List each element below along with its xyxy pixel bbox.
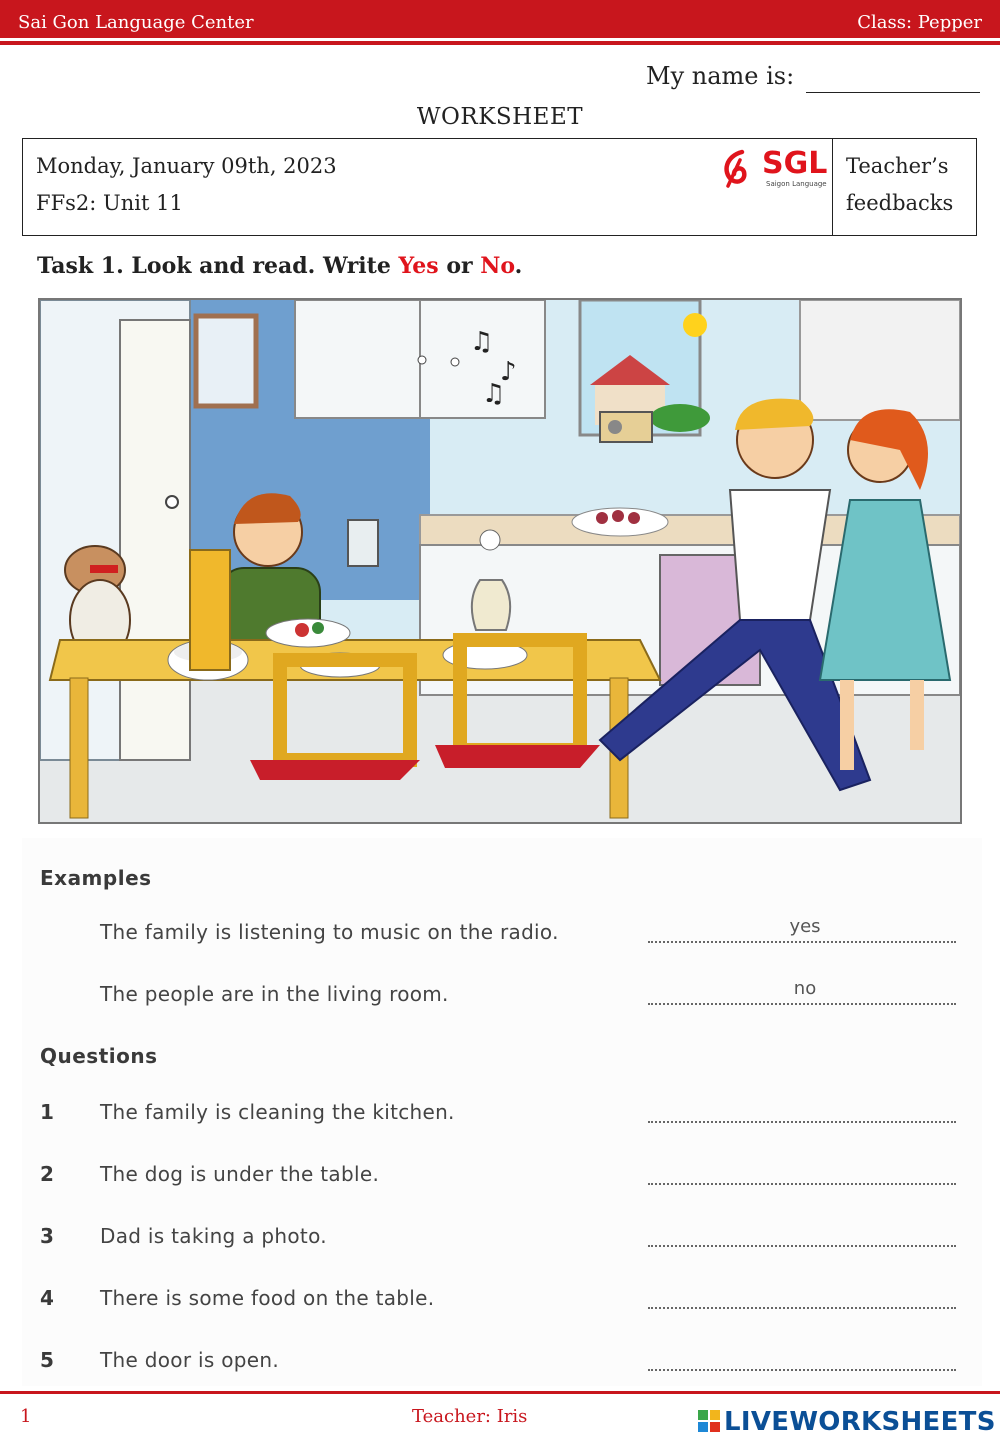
task-or: or	[438, 253, 481, 279]
header-rule	[0, 41, 1000, 45]
school-name: Sai Gon Language Center	[18, 12, 254, 33]
task-period: .	[514, 253, 523, 279]
sgl-logo	[720, 146, 830, 192]
question-4-text: There is some food on the table.	[100, 1286, 435, 1310]
lesson-date: Monday, January 09th, 2023	[36, 154, 337, 178]
svg-text:♫: ♫	[482, 379, 506, 409]
teacher-name: Teacher: Iris	[412, 1406, 528, 1427]
info-box	[22, 138, 977, 236]
name-label: My name is:	[646, 62, 795, 90]
questions-heading: Questions	[40, 1044, 158, 1068]
example-1-answer: yes	[789, 916, 821, 937]
liveworksheets-icon	[697, 1409, 721, 1433]
feedback-label-line2: feedbacks	[846, 191, 954, 215]
svg-text:♪: ♪	[500, 357, 517, 387]
page-number: 1	[20, 1406, 32, 1427]
name-field[interactable]	[806, 92, 980, 93]
question-2-number: 2	[40, 1162, 54, 1186]
svg-text:♫: ♫	[470, 327, 494, 357]
example-2-answer: no	[793, 978, 817, 999]
example-1-text: The family is listening to music on the radio.	[100, 920, 559, 944]
kitchen-scene-image	[40, 300, 960, 822]
task-yes: Yes	[398, 253, 439, 279]
question-3-number: 3	[40, 1224, 54, 1248]
question-1-text: The family is cleaning the kitchen.	[100, 1100, 455, 1124]
info-divider	[832, 138, 833, 236]
footer-rule	[0, 1391, 1000, 1394]
question-4-answer-field[interactable]	[648, 1307, 956, 1309]
question-3-answer-field[interactable]	[648, 1245, 956, 1247]
question-2-text: The dog is under the table.	[100, 1162, 380, 1186]
sgl-logo-subtext: Saigon Language	[766, 180, 827, 188]
task-title	[37, 253, 522, 279]
question-5-answer-field[interactable]	[648, 1369, 956, 1371]
liveworksheets-logo[interactable]	[697, 1407, 996, 1437]
question-4-number: 4	[40, 1286, 54, 1310]
worksheet-title: WORKSHEET	[416, 104, 584, 130]
example-1-line	[648, 941, 956, 943]
liveworksheets-text: LIVEWORKSHEETS	[724, 1407, 996, 1437]
example-2-line	[648, 1003, 956, 1005]
task-no: No	[480, 253, 515, 279]
question-5-text: The door is open.	[100, 1348, 280, 1372]
question-5-number: 5	[40, 1348, 54, 1372]
class-name: Class: Pepper	[857, 12, 982, 33]
example-2-text: The people are in the living room.	[100, 982, 449, 1006]
kitchen-illustration	[38, 298, 962, 824]
question-3-text: Dad is taking a photo.	[100, 1224, 327, 1248]
task-title-text: Task 1. Look and read. Write	[37, 253, 399, 279]
examples-heading: Examples	[40, 866, 152, 890]
feedback-label-line1: Teacher’s	[846, 154, 949, 178]
question-1-answer-field[interactable]	[648, 1121, 956, 1123]
question-2-answer-field[interactable]	[648, 1183, 956, 1185]
lesson-unit: FFs2: Unit 11	[36, 191, 183, 215]
question-1-number: 1	[40, 1100, 54, 1124]
sgl-logo-text: SGL	[762, 146, 828, 181]
